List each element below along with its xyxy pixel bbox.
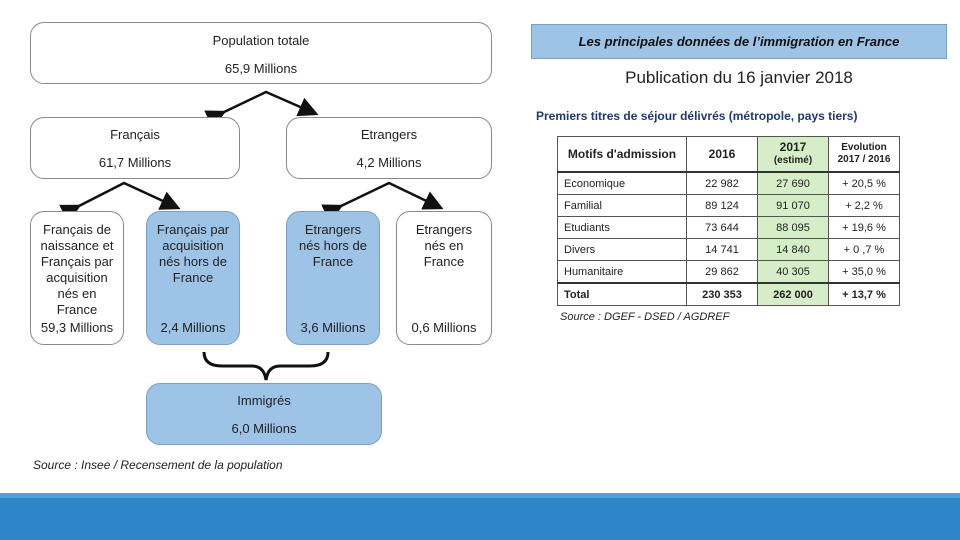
value-etrangers-en-france: 0,6 Millions bbox=[411, 320, 477, 335]
label-line: France bbox=[172, 270, 214, 285]
col-2017-note: (estimé) bbox=[773, 155, 813, 166]
cell-2016: 73 644 bbox=[687, 217, 758, 239]
label-line: nés hors de bbox=[159, 254, 227, 269]
diagram-source: Source : Insee / Recensement de la population bbox=[33, 458, 283, 472]
cell-2016: 230 353 bbox=[687, 283, 758, 306]
value-francais-acquisition: 2,4 Millions bbox=[160, 320, 226, 335]
label-line: naissance et bbox=[40, 238, 114, 253]
label-line: nés hors de bbox=[299, 238, 367, 253]
label-line: acquisition bbox=[46, 270, 108, 285]
cell-motif: Humanitaire bbox=[558, 261, 687, 284]
box-etrangers bbox=[286, 117, 492, 179]
box-population-totale bbox=[30, 22, 492, 84]
value-etrangers-hors: 3,6 Millions bbox=[300, 320, 366, 335]
label-population-totale: Population totale bbox=[212, 33, 310, 48]
value-etrangers: 4,2 Millions bbox=[356, 155, 422, 170]
cell-evolution: + 0 ,7 % bbox=[829, 239, 900, 261]
cell-evolution: + 2,2 % bbox=[829, 195, 900, 217]
label-line: Etrangers bbox=[304, 222, 362, 237]
box-francais-naissance bbox=[30, 211, 124, 345]
table-row bbox=[558, 172, 900, 195]
label-line: Français par bbox=[40, 254, 114, 269]
col-2017 bbox=[758, 137, 829, 173]
box-francais-acquisition bbox=[146, 211, 240, 345]
table-row bbox=[558, 239, 900, 261]
table-row bbox=[558, 261, 900, 284]
col-evolution-line2: 2017 / 2016 bbox=[837, 154, 891, 165]
cell-evolution: + 13,7 % bbox=[829, 283, 900, 306]
label-line: France bbox=[312, 254, 354, 269]
table-total-row bbox=[558, 283, 900, 306]
table-row bbox=[558, 217, 900, 239]
cell-2017: 40 305 bbox=[758, 261, 829, 284]
box-francais bbox=[30, 117, 240, 179]
box-immigres bbox=[146, 383, 382, 445]
col-evolution-line1: Evolution bbox=[841, 142, 887, 153]
table-header-row bbox=[558, 137, 900, 173]
cell-2017: 91 070 bbox=[758, 195, 829, 217]
cell-evolution: + 19,6 % bbox=[829, 217, 900, 239]
label-line: France bbox=[423, 254, 465, 269]
col-evolution bbox=[829, 137, 900, 173]
box-etrangers-hors bbox=[286, 211, 380, 345]
cell-motif: Divers bbox=[558, 239, 687, 261]
cell-motif: Familial bbox=[558, 195, 687, 217]
titres-sejour-table bbox=[557, 136, 900, 306]
value-immigres: 6,0 Millions bbox=[231, 421, 297, 436]
panel-header: Les principales données de l’immigration en France bbox=[531, 24, 947, 59]
label-line: Français de bbox=[43, 222, 111, 237]
footer-bar bbox=[0, 498, 960, 540]
label-immigres: Immigrés bbox=[237, 393, 291, 408]
brace-immigres bbox=[204, 352, 328, 380]
cell-evolution: + 20,5 % bbox=[829, 172, 900, 195]
table-row bbox=[558, 195, 900, 217]
cell-2017: 262 000 bbox=[758, 283, 829, 306]
label-line: Etrangers bbox=[415, 222, 473, 237]
col-2017-year: 2017 bbox=[779, 140, 807, 154]
cell-motif: Etudiants bbox=[558, 217, 687, 239]
box-etrangers-en-france bbox=[396, 211, 492, 345]
arrow-etrangers-split bbox=[339, 183, 439, 207]
table-source: Source : DGEF - DSED / AGDREF bbox=[560, 311, 730, 323]
arrow-total-to-split bbox=[222, 92, 314, 113]
cell-evolution: + 35,0 % bbox=[829, 261, 900, 284]
cell-2017: 88 095 bbox=[758, 217, 829, 239]
label-line: France bbox=[56, 302, 98, 317]
col-2016: 2016 bbox=[687, 137, 758, 173]
cell-motif: Economique bbox=[558, 172, 687, 195]
col-motifs: Motifs d'admission bbox=[558, 137, 687, 173]
value-francais: 61,7 Millions bbox=[98, 155, 172, 170]
cell-2016: 29 862 bbox=[687, 261, 758, 284]
cell-2016: 22 982 bbox=[687, 172, 758, 195]
cell-2017: 14 840 bbox=[758, 239, 829, 261]
cell-2016: 14 741 bbox=[687, 239, 758, 261]
value-population-totale: 65,9 Millions bbox=[224, 61, 298, 76]
label-line: acquisition bbox=[162, 238, 224, 253]
label-francais: Français bbox=[110, 127, 160, 142]
label-line: nés en bbox=[57, 286, 97, 301]
arrow-francais-split bbox=[77, 183, 176, 207]
table-subtitle: Premiers titres de séjour délivrés (métropole, pays tiers) bbox=[536, 109, 858, 123]
label-etrangers: Etrangers bbox=[360, 127, 418, 142]
label-line: nés en bbox=[424, 238, 464, 253]
cell-2017: 27 690 bbox=[758, 172, 829, 195]
label-line: Français par bbox=[156, 222, 230, 237]
publication-date: Publication du 16 janvier 2018 bbox=[625, 68, 853, 87]
cell-motif: Total bbox=[558, 283, 687, 306]
value-francais-naissance: 59,3 Millions bbox=[40, 320, 114, 335]
cell-2016: 89 124 bbox=[687, 195, 758, 217]
